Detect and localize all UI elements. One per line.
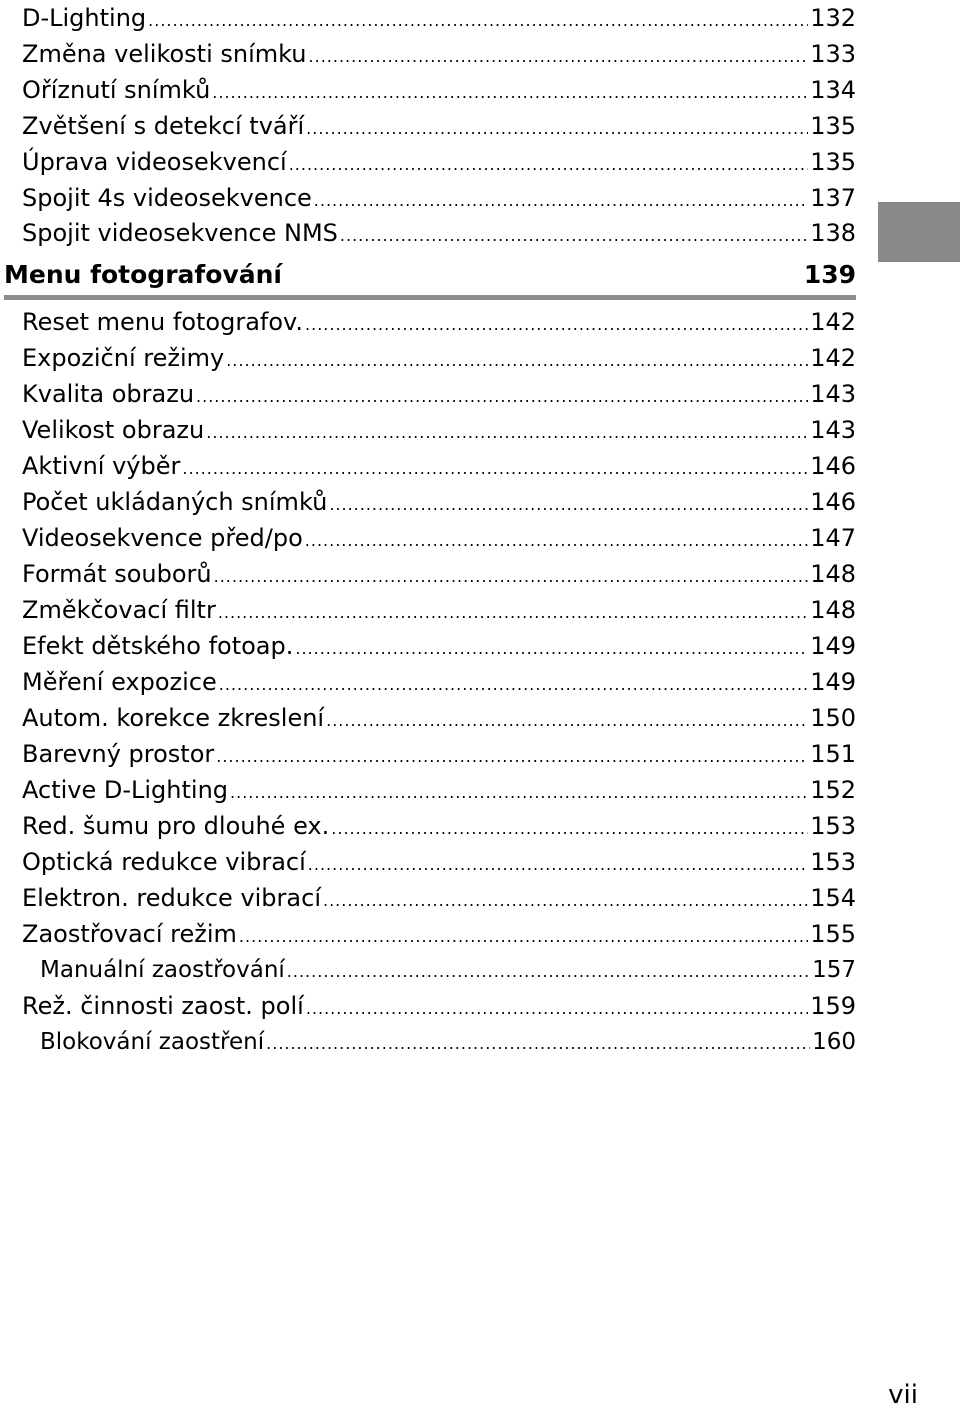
section-rule (4, 295, 856, 300)
toc-subentry[interactable] (40, 953, 856, 987)
toc-entry[interactable] (22, 737, 856, 771)
dot-leader (308, 848, 808, 882)
toc-entry-label: Barevný prostor (22, 740, 215, 768)
toc-entry-page: 151 (810, 740, 856, 768)
toc-entry[interactable] (22, 216, 856, 250)
toc-entry[interactable] (22, 521, 856, 555)
toc-entry-page: 150 (810, 704, 856, 732)
toc-entry-page: 135 (810, 148, 856, 176)
toc-entry-label: D-Lighting (22, 4, 147, 32)
toc-entry-page: 153 (810, 812, 856, 840)
toc-entry-page: 137 (810, 184, 856, 212)
toc-entry[interactable] (22, 917, 856, 951)
toc-entry[interactable] (22, 145, 856, 179)
toc-entry[interactable] (22, 449, 856, 483)
toc-entry[interactable] (22, 37, 856, 71)
toc-entry[interactable] (22, 593, 856, 627)
toc-entry-page: 134 (810, 76, 856, 104)
toc-entry-label: Změkčovací filtr (22, 596, 216, 624)
toc-entry-label: Oříznutí snímků (22, 76, 211, 104)
toc-entry-page: 138 (810, 219, 856, 247)
dot-leader (196, 380, 808, 414)
dot-leader (214, 560, 809, 594)
toc-entry[interactable] (22, 109, 856, 143)
toc-entry[interactable] (22, 773, 856, 807)
toc-entry-page: 148 (810, 560, 856, 588)
toc-entry-label: Red. šumu pro dlouhé ex. (22, 812, 330, 840)
toc-entry-label: Autom. korekce zkreslení (22, 704, 325, 732)
toc-entry-label: Active D-Lighting (22, 776, 229, 804)
toc-entry-page: 159 (810, 992, 856, 1020)
toc-entry-label: Měření expozice (22, 668, 217, 696)
section-title: Menu fotografování (4, 260, 282, 289)
dot-leader (329, 488, 808, 522)
toc-entry[interactable] (22, 485, 856, 519)
toc-entry-page: 132 (810, 4, 856, 32)
toc-entry-page: 146 (810, 452, 856, 480)
toc-entry[interactable] (22, 557, 856, 591)
dot-leader (306, 992, 808, 1026)
toc-entry-label: Optická redukce vibrací (22, 848, 306, 876)
dot-leader (305, 524, 808, 558)
page-number: vii (888, 1380, 918, 1410)
toc-entry-page: 148 (810, 596, 856, 624)
toc-entry-label: Změna velikosti snímku (22, 40, 307, 68)
toc-entry-page: 160 (812, 1029, 856, 1055)
dot-leader (266, 1027, 810, 1061)
dot-leader (309, 40, 809, 74)
toc-entry[interactable] (22, 989, 856, 1023)
dot-leader (212, 76, 808, 110)
toc-entry[interactable] (22, 341, 856, 375)
dot-leader (306, 112, 808, 146)
section-page: 139 (803, 260, 856, 289)
toc-entry[interactable] (22, 181, 856, 215)
dot-leader (182, 452, 808, 486)
toc-entry-page: 149 (810, 632, 856, 660)
toc-entry-page: 143 (810, 416, 856, 444)
toc-entry-label: Počet ukládaných snímků (22, 488, 328, 516)
dot-leader (219, 668, 808, 702)
dot-leader (323, 884, 808, 918)
toc-entry-page: 133 (810, 40, 856, 68)
toc-entry[interactable] (22, 1, 856, 35)
toc-entry-label: Rež. činnosti zaost. polí (22, 992, 304, 1020)
toc-entry[interactable] (22, 809, 856, 843)
toc-entry-label: Blokování zaostření (40, 1029, 265, 1055)
toc-entry-label: Zvětšení s detekcí tváří (22, 112, 305, 140)
toc-entry-page: 152 (810, 776, 856, 804)
toc-entry[interactable] (22, 881, 856, 915)
toc-entry-page: 155 (810, 920, 856, 948)
toc-entry-page: 149 (810, 668, 856, 696)
dot-leader (289, 148, 809, 182)
toc-entry-page: 143 (810, 380, 856, 408)
dot-leader (331, 812, 808, 846)
dot-leader (226, 344, 808, 378)
dot-leader (239, 920, 808, 954)
toc-entry-page: 135 (810, 112, 856, 140)
dot-leader (218, 596, 808, 630)
toc-entry-label: Formát souborů (22, 560, 212, 588)
toc-entry-label: Kvalita obrazu (22, 380, 195, 408)
toc-entry[interactable] (22, 377, 856, 411)
toc-entry-label: Spojit 4s videosekvence (22, 184, 312, 212)
toc-entry-label: Spojit videosekvence NMS (22, 219, 338, 247)
chapter-tab (878, 202, 960, 262)
toc-entry-page: 147 (810, 524, 856, 552)
toc-entry-label: Reset menu fotografov. (22, 308, 304, 336)
dot-leader (305, 308, 808, 342)
dot-leader (295, 632, 808, 666)
toc-entry-page: 153 (810, 848, 856, 876)
dot-leader (340, 219, 808, 253)
dot-leader (326, 704, 808, 738)
toc-entry[interactable] (22, 665, 856, 699)
toc-entry-label: Manuální zaostřování (40, 957, 285, 983)
dot-leader (287, 955, 810, 989)
dot-leader (206, 416, 808, 450)
toc-entry[interactable] (22, 629, 856, 663)
toc-entry[interactable] (22, 305, 856, 339)
toc-entry-label: Expoziční režimy (22, 344, 225, 372)
toc-entry-page: 157 (812, 957, 856, 983)
toc-entry[interactable] (22, 701, 856, 735)
dot-leader (230, 776, 808, 810)
section-heading[interactable] (4, 258, 856, 292)
toc-entry-label: Elektron. redukce vibrací (22, 884, 321, 912)
dot-leader (314, 184, 808, 218)
toc-entry[interactable] (22, 413, 856, 447)
toc-entry-page: 142 (810, 308, 856, 336)
toc-entry[interactable] (22, 73, 856, 107)
toc-entry-page: 146 (810, 488, 856, 516)
toc-entry-label: Úprava videosekvencí (22, 148, 287, 176)
toc-entry-page: 154 (810, 884, 856, 912)
toc-subentry[interactable] (40, 1025, 856, 1059)
toc-entry[interactable] (22, 845, 856, 879)
dot-leader (148, 4, 808, 38)
toc-entry-label: Velikost obrazu (22, 416, 205, 444)
toc-entry-label: Videosekvence před/po (22, 524, 303, 552)
toc-entry-label: Efekt dětského fotoap. (22, 632, 294, 660)
dot-leader (216, 740, 808, 774)
toc-entry-label: Zaostřovací režim (22, 920, 237, 948)
toc-entry-page: 142 (810, 344, 856, 372)
toc-entry-label: Aktivní výběr (22, 452, 181, 480)
